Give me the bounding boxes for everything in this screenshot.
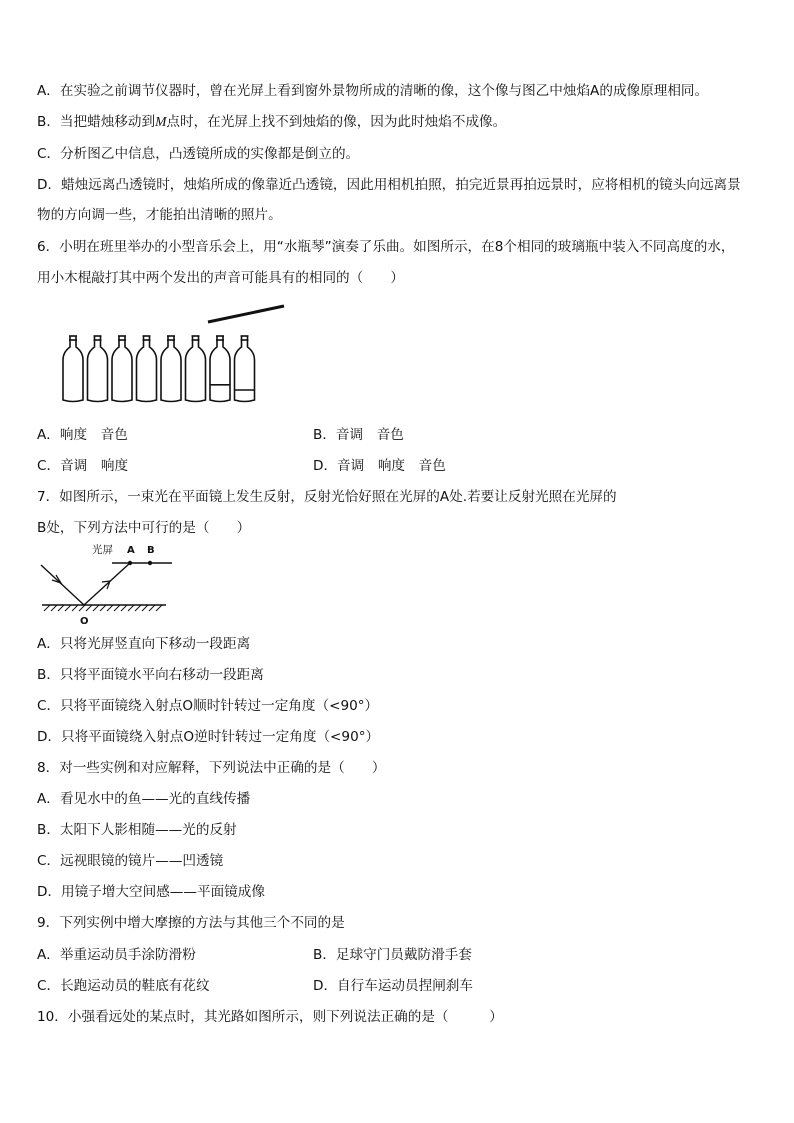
q7-option-d: D．只将平面镜绕入射点O逆时针转过一定角度（<90°） bbox=[37, 729, 380, 745]
glass-bottle bbox=[88, 336, 108, 402]
water-bottles-figure bbox=[60, 300, 300, 410]
glass-bottle bbox=[186, 336, 206, 402]
q6-stem-line2: 用小木棍敲打其中两个发出的声音可能具有的相同的（ ） bbox=[37, 270, 405, 286]
q7-option-a: A．只将光屏竖直向下移动一段距离 bbox=[37, 636, 251, 652]
glass-bottle bbox=[210, 336, 230, 402]
q8-option-c: C．远视眼镜的镜片——凹透镜 bbox=[37, 853, 224, 869]
glass-bottle bbox=[63, 336, 83, 402]
q7-option-c: C．只将平面镜绕入射点O顺时针转过一定角度（<90°） bbox=[37, 698, 379, 714]
q6-option-d: D．音调 响度 音色 bbox=[313, 458, 446, 474]
reflected-ray bbox=[84, 563, 130, 605]
q5-option-b-post: 点时，在光屏上找不到烛焰的像，因为此时烛焰不成像。 bbox=[166, 114, 507, 130]
q5-option-b-pre: B．当把蜡烛移动到 bbox=[37, 114, 156, 130]
point-b-label: B bbox=[147, 545, 155, 556]
q6-option-a: A．响度 音色 bbox=[37, 427, 128, 443]
q5-option-d-line2: 物的方向调一些，才能拍出清晰的照片。 bbox=[37, 207, 282, 223]
q9-option-d: D．自行车运动员捏闸刹车 bbox=[313, 978, 473, 994]
q9-stem: 9．下列实例中增大摩擦的方法与其他三个不同的是 bbox=[37, 915, 345, 931]
glass-bottle bbox=[112, 336, 132, 402]
q7-option-b: B．只将平面镜水平向右移动一段距离 bbox=[37, 667, 264, 683]
mirror-hatching bbox=[44, 605, 162, 611]
q5-option-b bbox=[37, 113, 506, 131]
q8-option-d: D．用镜子增大空间感——平面镜成像 bbox=[37, 884, 265, 900]
wooden-stick bbox=[208, 306, 284, 322]
point-b-dot bbox=[148, 561, 152, 565]
glass-bottle bbox=[137, 336, 157, 402]
q9-option-c: C．长跑运动员的鞋底有花纹 bbox=[37, 978, 210, 994]
q6-stem-line1: 6．小明在班里举办的小型音乐会上，用“水瓶琴”演奏了乐曲。如图所示，在8个相同的玻璃瓶中装入不同高度的水， bbox=[37, 239, 735, 255]
mirror-reflection-figure bbox=[38, 540, 188, 628]
q10-stem: 10．小强看远处的某点时，其光路如图所示，则下列说法正确的是（ ） bbox=[37, 1009, 503, 1025]
q5-option-b-var: M bbox=[155, 114, 167, 129]
q7-stem-line2: B处，下列方法中可行的是（ ） bbox=[37, 520, 251, 536]
q8-option-b: B．太阳下人影相随——光的反射 bbox=[37, 822, 237, 838]
q5-option-d-line1: D．蜡烛远离凸透镜时，烛焰所成的像靠近凸透镜，因此用相机拍照，拍完近景再拍远景时，应将相机的镜头向远离景 bbox=[37, 177, 741, 193]
screen-label: 光屏 bbox=[92, 544, 113, 556]
q9-option-b: B．足球守门员戴防滑手套 bbox=[313, 947, 472, 963]
point-a-label: A bbox=[127, 545, 135, 556]
q5-option-a: A．在实验之前调节仪器时，曾在光屏上看到窗外景物所成的清晰的像，这个像与图乙中烛焰A的成像原理相同。 bbox=[37, 83, 709, 99]
q7-stem-line1: 7．如图所示，一束光在平面镜上发生反射，反射光恰好照在光屏的A处.若要让反射光照在光屏的 bbox=[37, 489, 617, 505]
glass-bottle bbox=[161, 336, 181, 402]
incident-ray bbox=[41, 565, 84, 605]
q8-option-a: A．看见水中的鱼——光的直线传播 bbox=[37, 791, 251, 807]
q9-option-a: A．举重运动员手涂防滑粉 bbox=[37, 947, 196, 963]
point-o-label: O bbox=[80, 616, 89, 627]
glass-bottle bbox=[235, 336, 255, 402]
q6-option-b: B．音调 音色 bbox=[313, 427, 404, 443]
q5-option-c: C．分析图乙中信息，凸透镜所成的实像都是倒立的。 bbox=[37, 146, 360, 162]
q6-option-c: C．音调 响度 bbox=[37, 458, 129, 474]
q8-stem: 8．对一些实例和对应解释，下列说法中正确的是（ ） bbox=[37, 760, 386, 776]
